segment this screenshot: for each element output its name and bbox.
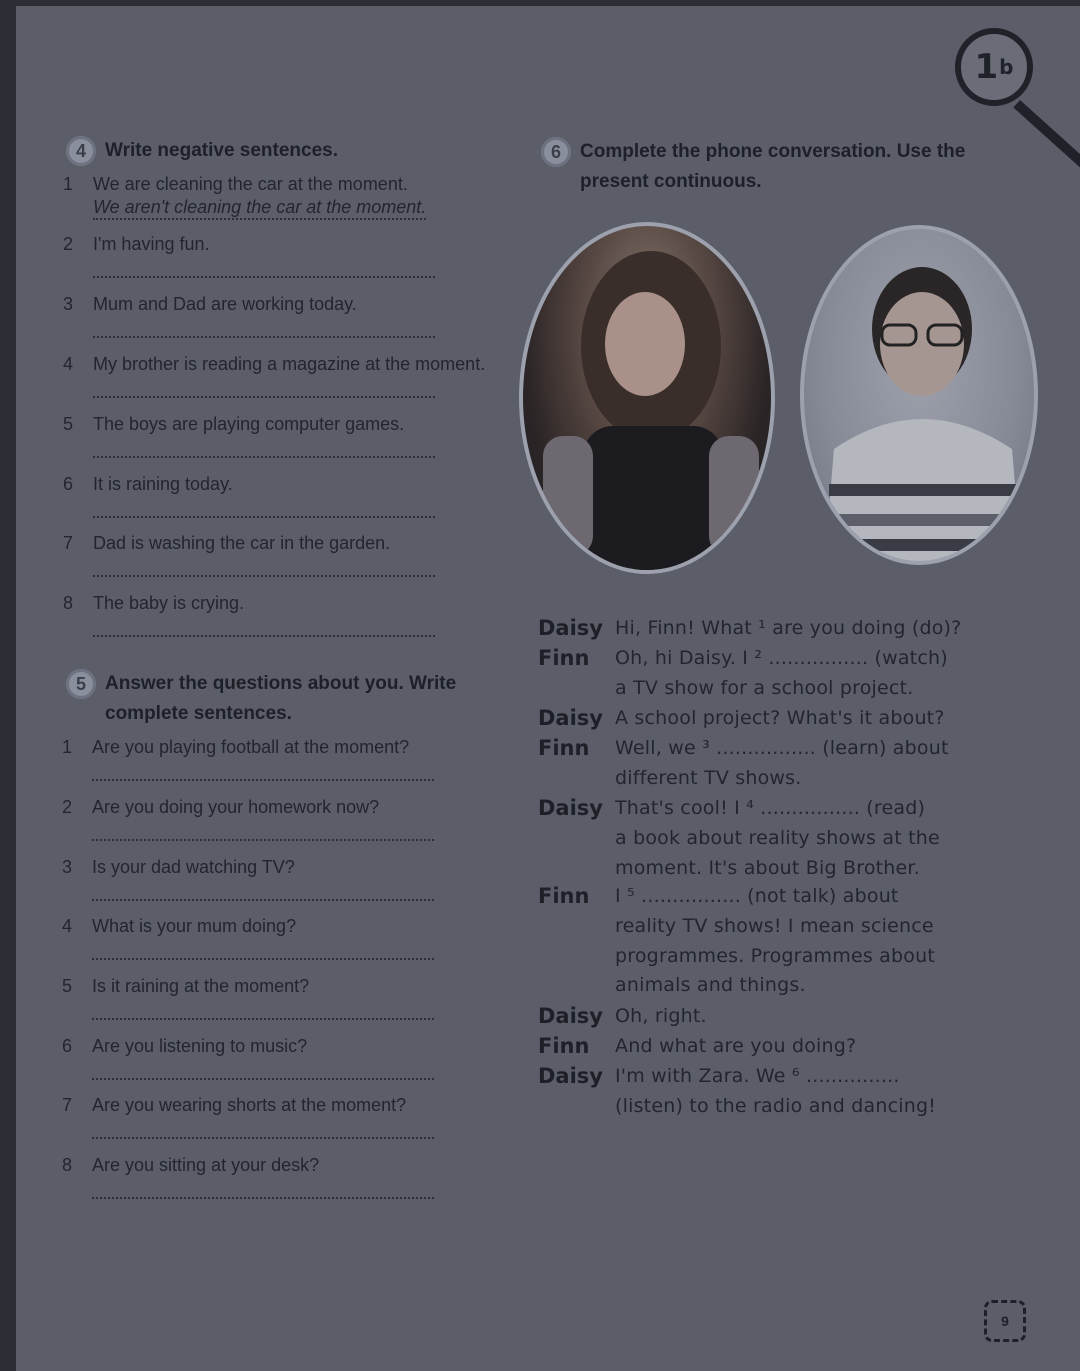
exercise-5-item: [62, 1095, 502, 1145]
dialogue-line: different TV shows.: [615, 766, 802, 789]
dialogue-line: Oh, hi Daisy. I ² ................ (watch): [615, 647, 948, 669]
answer-line[interactable]: [92, 1135, 434, 1139]
speaker-finn: Finn: [538, 1034, 590, 1058]
exercise-4-item: [63, 294, 503, 344]
speaker-finn: Finn: [538, 736, 590, 760]
dialogue-line: (listen) to the radio and dancing!: [615, 1094, 937, 1117]
exercise-4-item: [63, 593, 503, 643]
answer-line[interactable]: [92, 1076, 434, 1080]
answer-line[interactable]: [93, 514, 435, 518]
item-number: 8: [63, 593, 74, 613]
answer-line[interactable]: [93, 633, 435, 637]
exercise-5-item: [62, 797, 502, 847]
answer-line[interactable]: [92, 897, 434, 901]
page-number: 9: [984, 1300, 1026, 1342]
exercise-5-title-line2: complete sentences.: [105, 703, 292, 724]
exercise-5-title-line1: Answer the questions about you. Write: [105, 673, 457, 694]
item-question: Are you sitting at your desk?: [92, 1155, 320, 1175]
dialogue-line: animals and things.: [615, 974, 806, 997]
answer-line[interactable]: [92, 1016, 434, 1020]
exercise-6-title-line1: Complete the phone conversation. Use the: [580, 141, 966, 162]
scan-edge-left: [0, 0, 16, 1371]
item-question: Are you wearing shorts at the moment?: [92, 1095, 407, 1115]
answer-line[interactable]: [93, 394, 435, 398]
exercise-4-item: [63, 354, 503, 404]
exercise-5-item: [62, 1155, 502, 1205]
answer-line[interactable]: [92, 956, 434, 960]
exercise-5-item: [62, 1036, 502, 1086]
unit-number: 1: [974, 47, 999, 87]
exercise-6-title: [580, 137, 965, 197]
exercise-5-item: [62, 916, 502, 966]
daisy-portrait-icon: [523, 226, 775, 574]
item-sentence: It is raining today.: [93, 474, 233, 494]
answer-line[interactable]: [93, 334, 435, 338]
item-number: 1: [62, 737, 73, 757]
exercise-5-header: [66, 669, 456, 729]
speaker-daisy: Daisy: [538, 1064, 603, 1088]
exercise-6-header: [541, 137, 965, 197]
dialogue-line: And what are you doing?: [615, 1035, 857, 1057]
exercise-4-item: [63, 414, 503, 464]
unit-letter: b: [999, 55, 1014, 79]
item-question: Are you listening to music?: [92, 1036, 308, 1056]
item-number: 1: [63, 174, 74, 194]
item-sentence: The baby is crying.: [93, 593, 245, 613]
item-sentence: I'm having fun.: [93, 234, 210, 254]
speaker-finn: Finn: [538, 884, 590, 908]
dialogue-line: Oh, right.: [615, 1005, 707, 1027]
speaker-finn: Finn: [538, 646, 590, 670]
item-number: 5: [63, 414, 74, 434]
exercise-5-number: 5: [66, 669, 96, 699]
speaker-daisy: Daisy: [538, 616, 603, 640]
exercise-4-item: [63, 533, 503, 583]
speaker-daisy: Daisy: [538, 1004, 603, 1028]
dialogue-line: a TV show for a school project.: [615, 676, 914, 699]
dialogue-line: a book about reality shows at the: [615, 826, 940, 849]
item-number: 6: [63, 474, 74, 494]
exercise-4-number: 4: [66, 136, 96, 166]
item-number: 6: [62, 1036, 73, 1056]
answer-line[interactable]: [92, 837, 434, 841]
item-number: 4: [62, 916, 73, 936]
item-number: 7: [63, 533, 74, 553]
item-number: 7: [62, 1095, 73, 1115]
exercise-5-title: [105, 669, 456, 729]
item-question: What is your mum doing?: [92, 916, 297, 936]
finn-portrait-icon: [804, 229, 1038, 565]
item-question: Are you playing football at the moment?: [92, 737, 410, 757]
finn-photo: [800, 225, 1038, 565]
model-answer: We aren't cleaning the car at the moment.: [93, 197, 426, 220]
item-number: 5: [62, 976, 73, 996]
item-sentence: The boys are playing computer games.: [93, 414, 405, 434]
dialogue-line: A school project? What's it about?: [615, 707, 945, 729]
item-number: 8: [62, 1155, 73, 1175]
dialogue-line: Hi, Finn! What ¹ are you doing (do)?: [615, 617, 962, 639]
answer-line[interactable]: [93, 274, 435, 278]
item-sentence: My brother is reading a magazine at the moment.: [93, 354, 486, 374]
answer-line[interactable]: [93, 454, 435, 458]
speaker-daisy: Daisy: [538, 706, 603, 730]
exercise-4-item: [63, 174, 503, 224]
dialogue-line: moment. It's about Big Brother.: [615, 856, 920, 879]
dialogue-line: That's cool! I ⁴ ................ (read): [615, 797, 926, 819]
exercise-5-item: [62, 857, 502, 907]
dialogue-line: programmes. Programmes about: [615, 944, 935, 967]
item-number: 3: [63, 294, 74, 314]
item-sentence: Dad is washing the car in the garden.: [93, 533, 391, 553]
item-sentence: Mum and Dad are working today.: [93, 294, 357, 314]
speaker-daisy: Daisy: [538, 796, 603, 820]
exercise-4-item: [63, 234, 503, 284]
answer-line[interactable]: [93, 573, 435, 577]
answer-line[interactable]: [92, 1195, 434, 1199]
exercise-5-item: [62, 976, 502, 1026]
answer-line[interactable]: [92, 777, 434, 781]
exercise-6-number: 6: [541, 137, 571, 167]
item-sentence: We are cleaning the car at the moment.: [93, 174, 408, 194]
dialogue-line: reality TV shows! I mean science: [615, 914, 934, 937]
dialogue-line: I'm with Zara. We ⁶ ...............: [615, 1065, 900, 1087]
exercise-4-header: [66, 136, 338, 166]
unit-badge: [955, 28, 1033, 106]
exercise-6-title-line2: present continuous.: [580, 171, 762, 192]
item-question: Is it raining at the moment?: [92, 976, 310, 996]
exercise-5-item: [62, 737, 502, 787]
scan-edge-top: [0, 0, 1080, 6]
item-number: 2: [63, 234, 74, 254]
daisy-photo: [519, 222, 775, 574]
dialogue-line: I ⁵ ................ (not talk) about: [615, 885, 899, 907]
item-number: 4: [63, 354, 74, 374]
item-number: 3: [62, 857, 73, 877]
item-number: 2: [62, 797, 73, 817]
exercise-4-item: [63, 474, 503, 524]
dialogue-line: Well, we ³ ................ (learn) about: [615, 737, 949, 759]
item-question: Are you doing your homework now?: [92, 797, 380, 817]
item-question: Is your dad watching TV?: [92, 857, 295, 877]
exercise-4-title: Write negative sentences.: [105, 140, 339, 161]
